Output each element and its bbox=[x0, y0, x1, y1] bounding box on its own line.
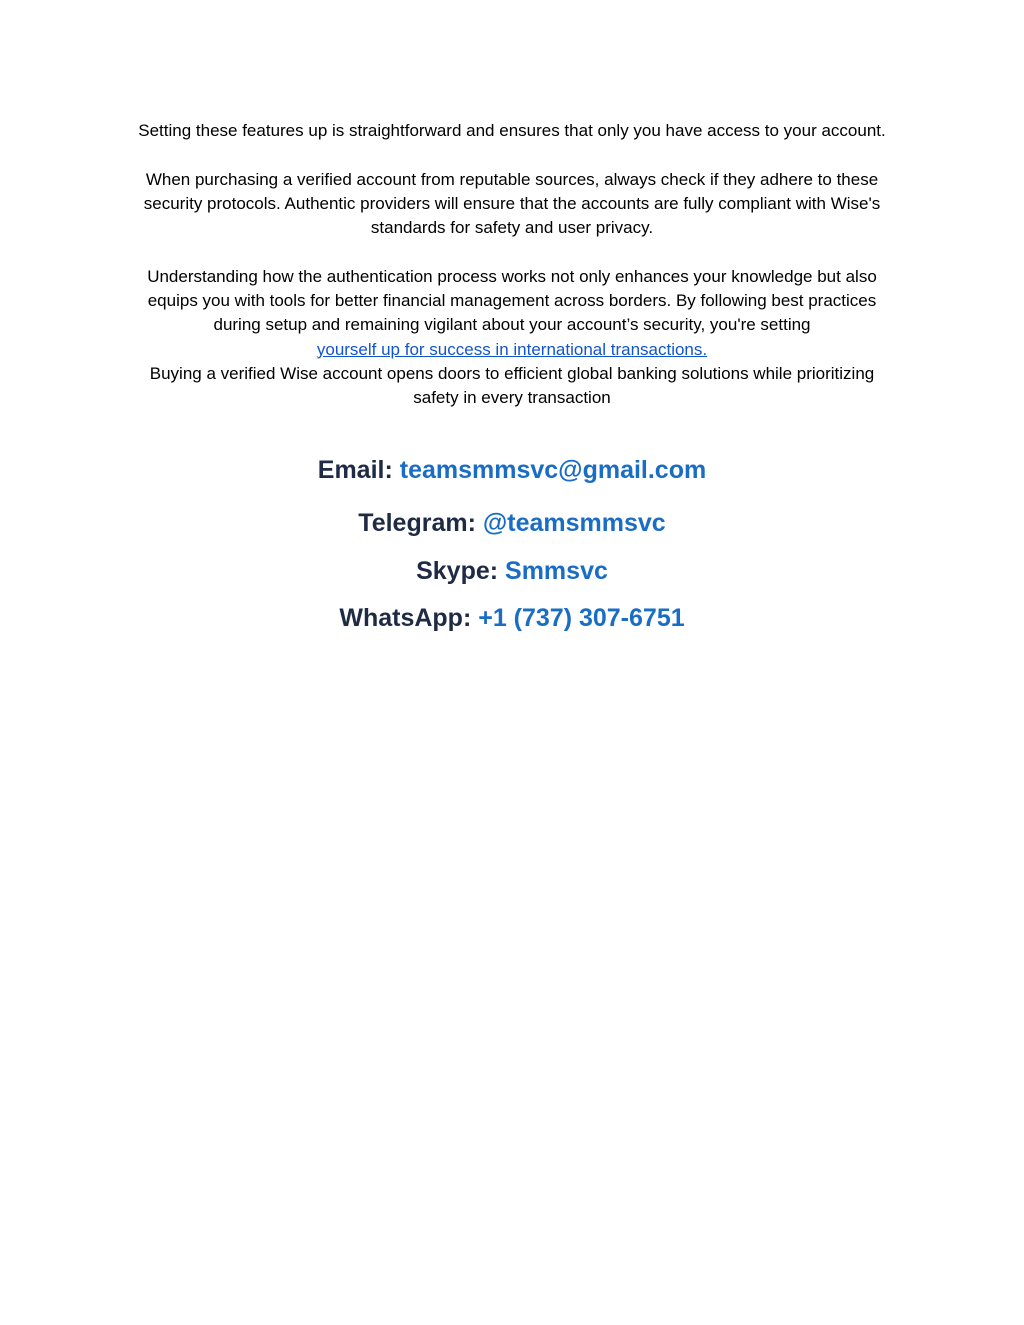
paragraph-purchasing-text: When purchasing a verified account from reputable sources, always check if they adhere to these security protocols. Authentic providers will ensure that the accounts are fully compliant with Wise's standards for safety and user privacy. bbox=[143, 169, 881, 238]
international-transactions-link[interactable]: yourself up for success in international transactions. bbox=[316, 339, 708, 359]
whatsapp-link[interactable]: +1 (737) 307‑6751 bbox=[478, 604, 685, 632]
telegram-contact bbox=[0, 509, 1024, 538]
body-text bbox=[130, 119, 894, 411]
whatsapp-contact bbox=[0, 604, 1024, 633]
telegram-label: Telegram: bbox=[358, 509, 476, 537]
skype-label: Skype: bbox=[416, 557, 499, 585]
paragraph-setup bbox=[130, 119, 894, 143]
paragraph-authentication bbox=[130, 265, 894, 411]
paragraph-authentication-text: Understanding how the authentication process works not only enhances your knowledge but also equips you with tools for better financial management across borders. By following best practices during setup and remaining vigilant about your account’s security, you're setting bbox=[147, 266, 877, 335]
paragraph-purchasing bbox=[130, 168, 894, 241]
whatsapp-label: WhatsApp: bbox=[339, 604, 472, 632]
skype-contact bbox=[0, 557, 1024, 586]
paragraph-setup-text: Setting these features up is straightforward and ensures that only you have access to your account. bbox=[138, 121, 886, 140]
telegram-link[interactable]: @teamsmmsvc bbox=[482, 509, 666, 537]
paragraph-authentication-tail: Buying a verified Wise account opens doors to efficient global banking solutions while prioritizing safety in every transaction bbox=[149, 363, 875, 408]
email-label: Email: bbox=[317, 456, 393, 484]
email-link[interactable]: teamsmmsvc@gmail.com bbox=[399, 456, 707, 484]
email-contact bbox=[0, 456, 1024, 485]
skype-link[interactable]: Smmsvc bbox=[505, 557, 608, 585]
